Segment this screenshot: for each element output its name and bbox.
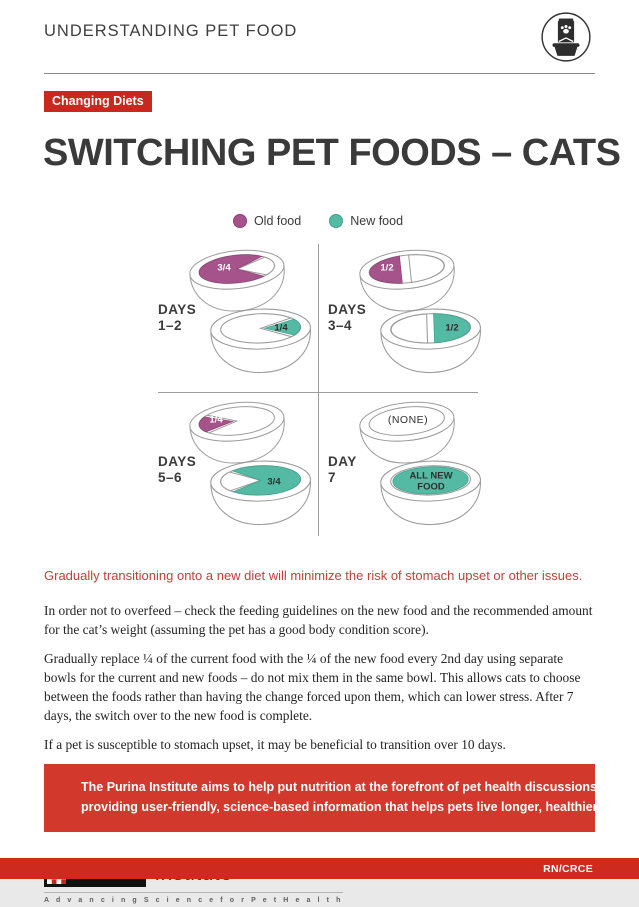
portion-label: 1/2 xyxy=(445,322,459,334)
portion-label: 3/4 xyxy=(217,262,231,274)
portion-label: 1/2 xyxy=(380,262,394,274)
logo-underline xyxy=(44,892,343,893)
callout-line-1: The Purina Institute aims to help put nutrition at the forefront of pet health discussions by xyxy=(81,780,616,795)
legend-old-food xyxy=(233,214,301,228)
portion-label: 1/4 xyxy=(274,322,288,334)
quadrant-days-5-6 xyxy=(150,394,318,540)
quadrant-label: DAYS 1–2 xyxy=(158,302,197,333)
callout-line-2: providing user-friendly, science-based information that helps pets live longer, healthier lives. xyxy=(81,799,633,814)
quadrant-label: DAYS 5–6 xyxy=(158,454,197,485)
header-divider xyxy=(44,73,595,74)
legend-new-label: New food xyxy=(350,214,404,228)
pet-food-bag-and-bowl-icon xyxy=(539,10,593,69)
portion-label: ALL NEW FOOD xyxy=(409,470,453,493)
quadrant-days-1-2 xyxy=(150,242,318,388)
legend-new-food xyxy=(329,214,403,228)
header-title: UNDERSTANDING PET FOOD xyxy=(44,22,298,40)
mission-callout xyxy=(44,764,633,832)
quadrant-day-7 xyxy=(320,394,488,540)
category-badge: Changing Diets xyxy=(44,91,152,112)
new-food-dot-icon xyxy=(329,214,343,228)
header xyxy=(0,0,639,69)
legend xyxy=(150,214,486,228)
transition-diagram xyxy=(150,242,486,538)
body-text xyxy=(44,601,595,754)
legend-old-label: Old food xyxy=(253,214,302,228)
old-food-dot-icon xyxy=(233,214,247,228)
highlight-sentence: Gradually transitioning onto a new diet will minimize the risk of stomach upset or other issues. xyxy=(44,568,583,583)
paragraph-2: Gradually replace ¼ of the current food with the ¼ of the new food every 2nd day using separate bowls for the current and new foods – do not mix them in the same bowl. This allows cats to choose between the foods rather than having the change forced upon them, which can lower stress. After 7 days, the switch over to the new food is complete. xyxy=(44,651,581,724)
portion-label: (NONE) xyxy=(387,414,429,426)
quadrant-label: DAY 7 xyxy=(328,454,357,485)
portion-label: 3/4 xyxy=(267,476,281,488)
portion-label: 1/4 xyxy=(209,414,223,426)
new-food-bowl-full xyxy=(374,454,488,531)
diagram-vertical-divider xyxy=(318,244,319,536)
new-food-bowl xyxy=(374,302,488,379)
quadrant-days-3-4 xyxy=(320,242,488,388)
page-title: SWITCHING PET FOODS – CATS xyxy=(43,132,621,174)
new-food-bowl xyxy=(204,302,318,379)
footer-bar xyxy=(0,858,639,879)
logo-tagline: A d v a n c i n g S c i e n c e f o r P e t H e a l t h xyxy=(44,896,343,904)
document-code: RN/CRCE xyxy=(543,862,593,875)
new-food-bowl xyxy=(204,454,318,531)
paragraph-3: If a pet is susceptible to stomach upset, it may be beneficial to transition over 10 days. xyxy=(44,737,506,753)
paragraph-1: In order not to overfeed – check the feeding guidelines on the new food and the recommended amount for the cat’s weight (assuming the pet has a good body condition score). xyxy=(44,603,593,638)
quadrant-label: DAYS 3–4 xyxy=(328,302,367,333)
